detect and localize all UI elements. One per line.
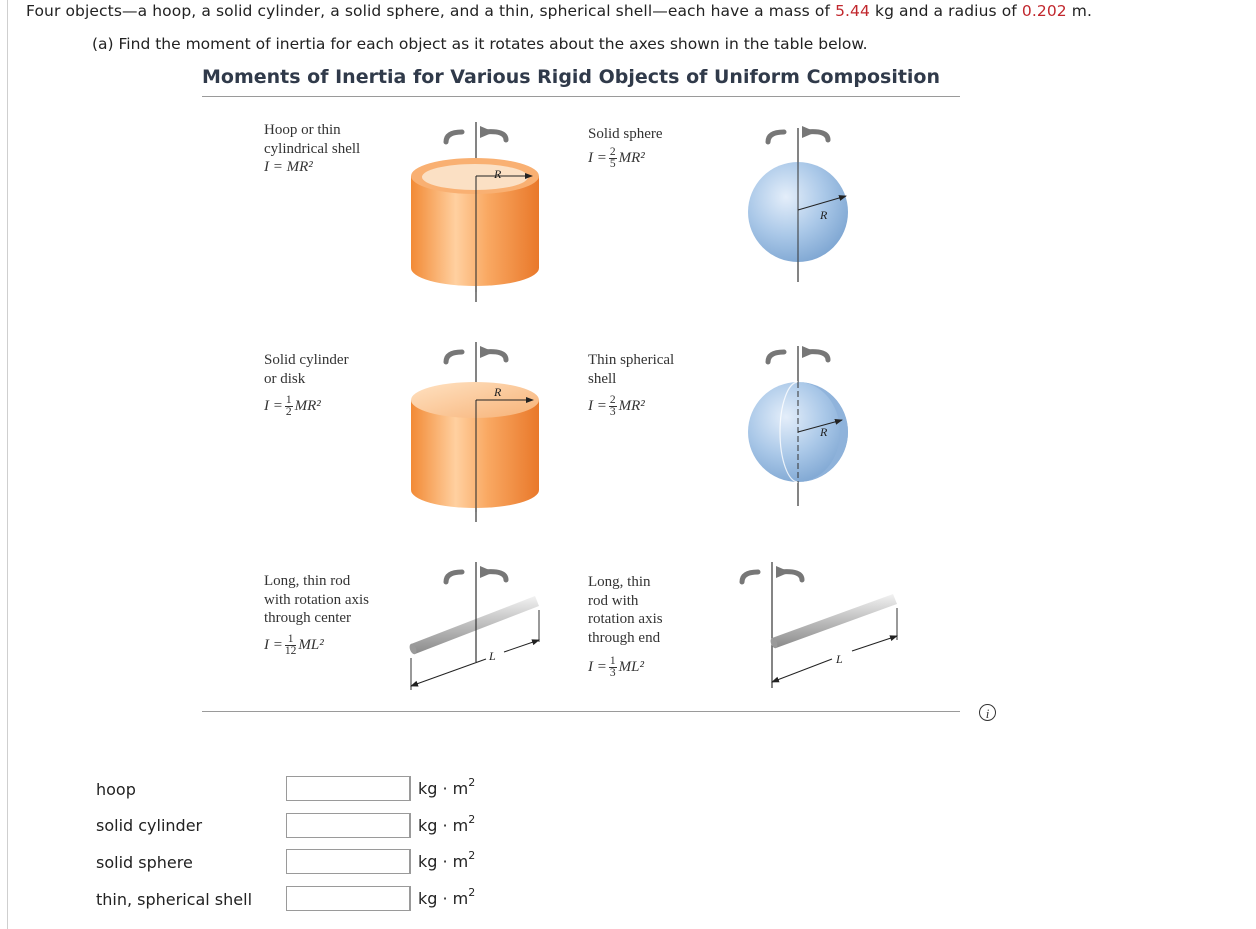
problem-statement: Four objects—a hoop, a solid cylinder, a solid sphere, and a thin, spherical shell—each have a mass of 5.44 kg and a radius of 0.202 m. <box>26 2 1093 20</box>
part-a-question: (a) Find the moment of inertia for each object as it rotates about the axes shown in the table below. <box>92 35 868 53</box>
solid-cylinder-answer-input[interactable] <box>286 813 410 838</box>
thin-shell-illustration <box>748 346 848 506</box>
thin-shell-unit: kg · $m^2$ <box>410 886 475 911</box>
solid-sphere-unit: kg · $m^2$ <box>410 849 475 874</box>
cylinder-radius-label: R <box>494 385 502 399</box>
solid-sphere-label: Solid sphere <box>588 126 663 142</box>
rod-center-length-label: L <box>489 649 496 663</box>
rod-end-label: Long, thin rod with rotation axis through end <box>588 574 663 646</box>
solid-cylinder-illustration <box>411 342 539 522</box>
hoop-unit: kg · $m^2$ <box>410 776 475 801</box>
solid-cylinder-label: Solid cylinder or disk <box>264 352 349 387</box>
solid-sphere-illustration <box>748 126 848 282</box>
rod-center-label: Long, thin rod with rotation axis through center <box>264 573 369 626</box>
info-icon[interactable]: i <box>979 704 996 721</box>
solid-cylinder-formula: I = $\frac{1}{2}$ MR² <box>264 394 321 418</box>
solid-cylinder-unit: kg · $m^2$ <box>410 813 475 838</box>
figure-title: Moments of Inertia for Various Rigid Objects of Uniform Composition <box>202 66 941 88</box>
thin-shell-formula: I = $\frac{2}{3}$ MR² <box>588 394 645 418</box>
mass-value: 5.44 <box>835 2 870 20</box>
answer-label-hoop: hoop <box>96 780 136 799</box>
rod-center-illustration <box>408 562 539 690</box>
thin-shell-label: Thin spherical shell <box>588 352 675 387</box>
rod-end-illustration <box>742 562 897 688</box>
answer-label-solid-sphere: solid sphere <box>96 853 193 872</box>
rod-center-formula: I = $\frac{1}{12}$ ML² <box>264 633 324 657</box>
hoop-formula: I = MR² <box>264 159 313 175</box>
hoop-label: Hoop or thin cylindrical shell I = MR² <box>264 122 361 175</box>
rod-end-formula: I = $\frac{1}{3}$ ML² <box>588 655 644 679</box>
hoop-answer-input[interactable] <box>286 776 410 801</box>
figure-bottom-divider <box>202 711 960 712</box>
rod-end-length-label: L <box>836 652 843 666</box>
solid-sphere-answer-input[interactable] <box>286 849 410 874</box>
sphere-radius-label: R <box>820 208 828 222</box>
solid-sphere-formula: I = $\frac{2}{5}$ MR² <box>588 146 645 170</box>
shell-radius-label: R <box>820 425 828 439</box>
answer-label-thin-shell: thin, spherical shell <box>96 890 253 909</box>
answer-label-solid-cylinder: solid cylinder <box>96 816 203 835</box>
radius-value: 0.202 <box>1021 2 1067 20</box>
hoop-illustration <box>411 122 539 302</box>
hoop-radius-label: R <box>494 167 502 181</box>
thin-shell-answer-input[interactable] <box>286 886 410 911</box>
